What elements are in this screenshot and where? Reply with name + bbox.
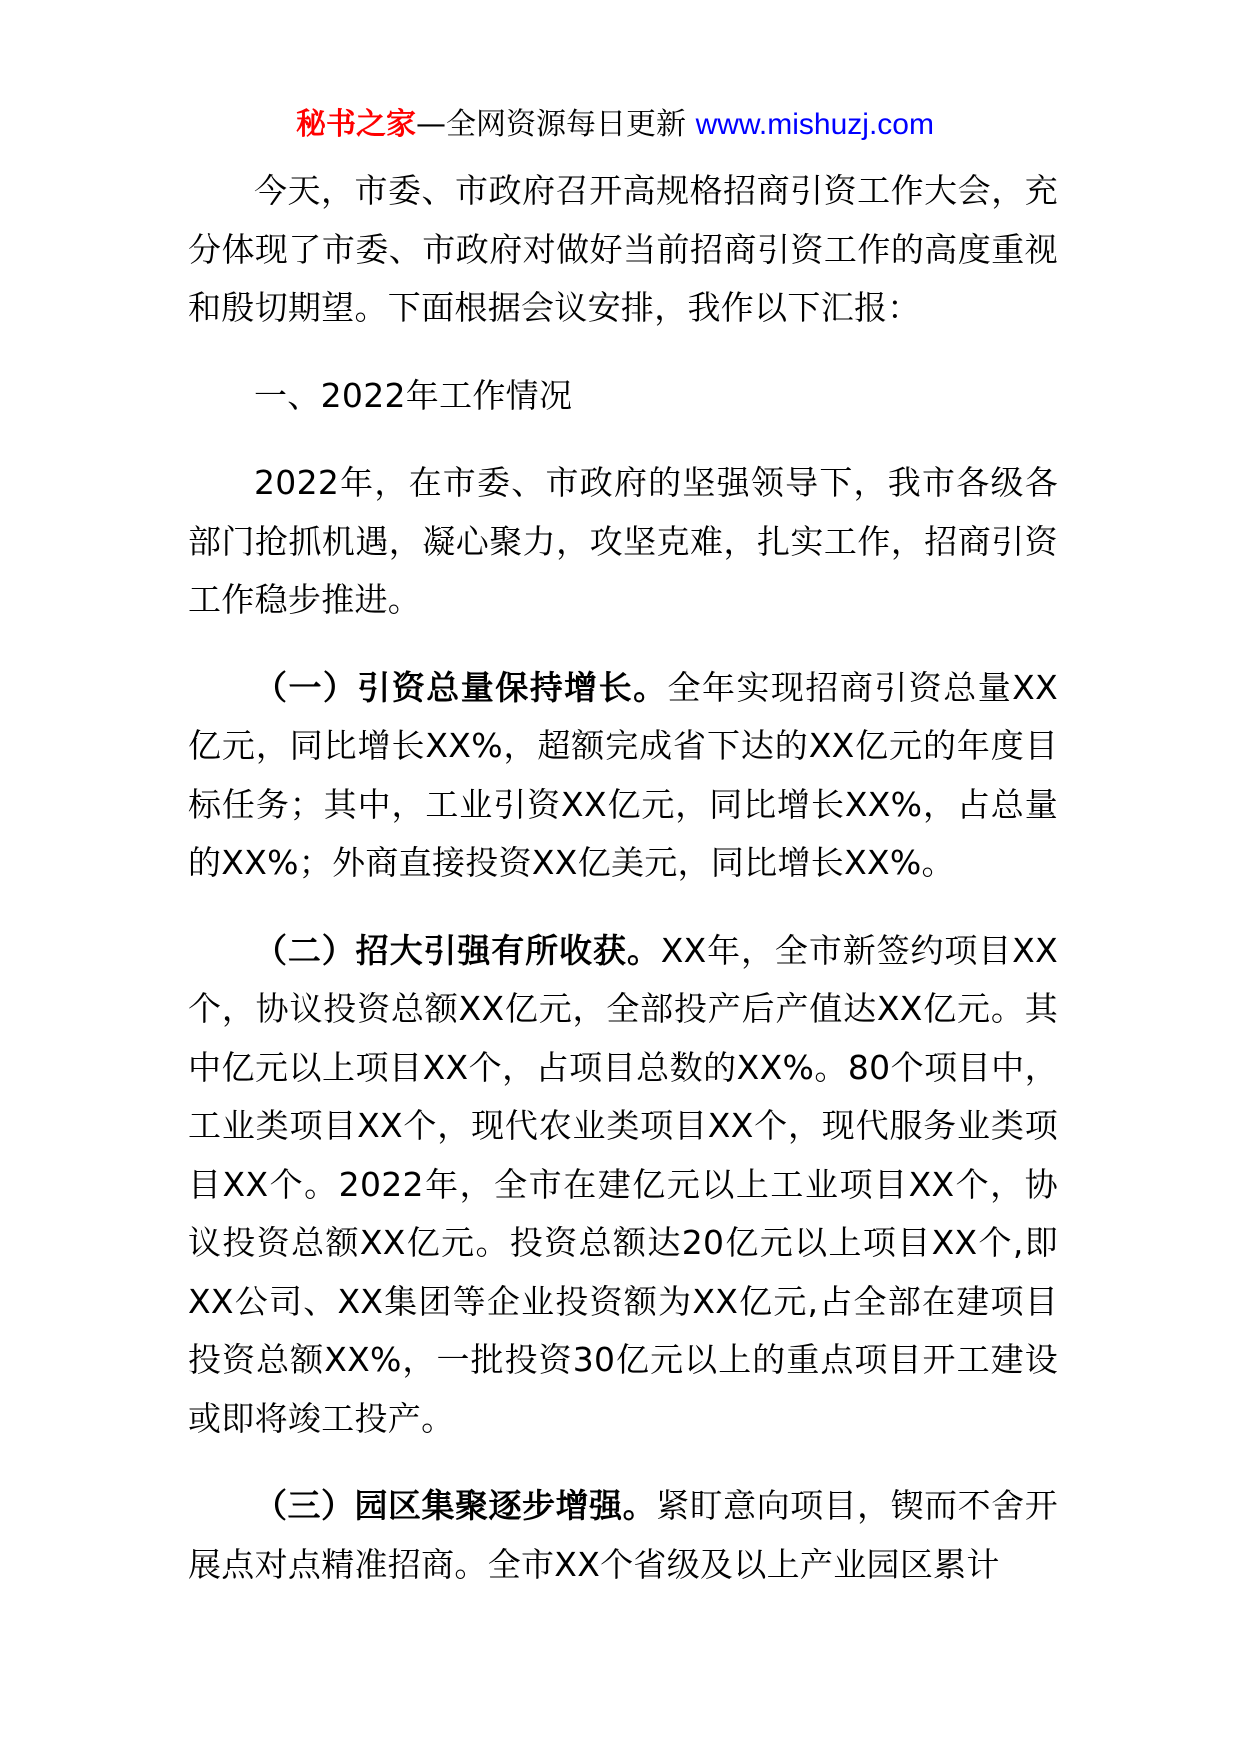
item-title-3: （三）园区集聚逐步增强。 <box>254 1486 657 1525</box>
section-body-paragraph: 2022年，在市委、市政府的坚强领导下，我市各级各部门抢抓机遇，凝心聚力，攻坚克难，扎实工作，招商引资工作稳步推进。 <box>188 463 1058 619</box>
item-body-2: XX年，全市新签约项目XX个，协议投资总额XX亿元，全部投产后产值达XX亿元。其中亿元以上项目XX个，占项目总数的XX%。80个项目中，工业类项目XX个，现代农业类项目XX个，现代服务业类项目XX个。2022年，全市在建亿元以上工业项目XX个，协议投资总额XX亿元。投资总额达20亿元以上项目XX个,即XX公司、XX集团等企业投资额为XX亿元,占全部在建项目投资总额XX%，一批投资30亿元以上的重点项目开工建设或即将竣工投产。 <box>188 930 1058 1438</box>
document-page <box>188 100 1058 1594</box>
item-paragraph-2 <box>188 922 1058 1449</box>
item-title-2: （二）招大引强有所收获。 <box>254 930 661 970</box>
item-title-1: （一）引资总量保持增长。 <box>254 667 668 707</box>
item-paragraph-3 <box>188 1477 1058 1594</box>
item-body-3: 紧盯意向项目，锲而不舍开展点对点精准招商。全市XX个省级及以上产业园区累计 <box>188 1486 1058 1584</box>
site-header <box>172 100 1058 150</box>
item-body-1: 全年实现招商引资总量XX亿元，同比增长XX%，超额完成省下达的XX亿元的年度目标任务；其中，工业引资XX亿元，同比增长XX%，占总量的XX%；外商直接投资XX亿美元，同比增长XX%。 <box>188 667 1058 882</box>
intro-paragraph: 今天，市委、市政府召开高规格招商引资工作大会，充分体现了市委、市政府对做好当前招商引资工作的高度重视和殷切期望。下面根据会议安排，我作以下汇报： <box>188 171 1058 327</box>
site-url-link[interactable]: www.mishuzj.com <box>695 108 934 141</box>
brand-name: 秘书之家 <box>296 107 417 142</box>
item-paragraph-1 <box>188 659 1058 893</box>
header-tagline: —全网资源每日更新 <box>416 107 696 142</box>
section-heading: 一、2022年工作情况 <box>254 375 573 415</box>
